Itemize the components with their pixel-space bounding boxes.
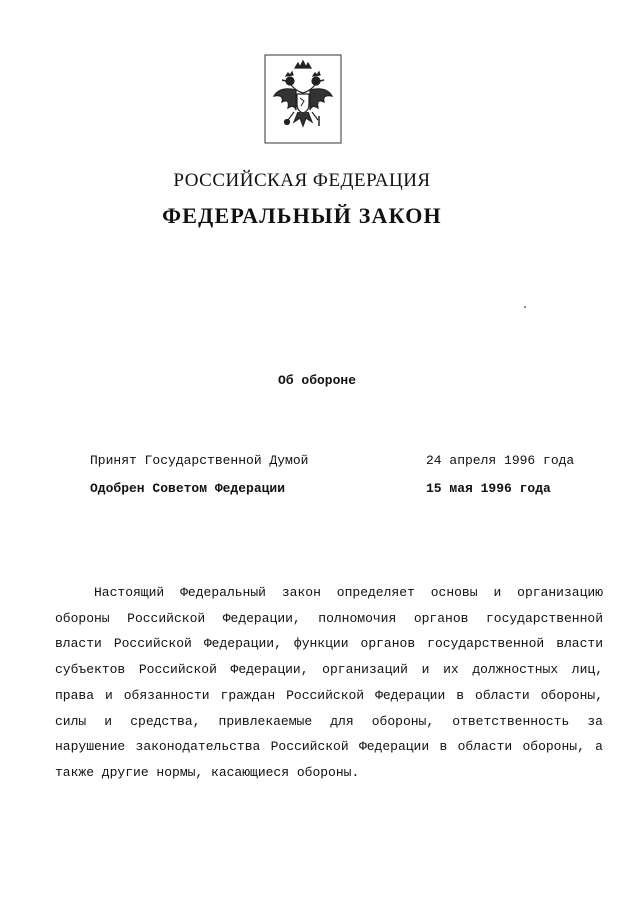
- preamble-paragraph: Настоящий Федеральный закон определяет основы и организацию обороны Российской Федерации, полномочия органов государственной власти Российской Федерации, функции органов государственной власти субъектов Российской Федерации, организаций и их должностных лиц, права и обязанности граждан Российской Федерации в области обороны, силы и средства, привлекаемые для обороны, ответственность за нарушение законодательства Российской Федерации в области обороны, а также другие нормы, касающиеся обороны.: [55, 585, 603, 780]
- law-title: Об обороне: [277, 373, 356, 388]
- adoption-body: Одобрен Советом Федерации: [90, 481, 286, 496]
- coat-of-arms-emblem: [264, 54, 342, 144]
- adoption-date: 24 апреля 1996 года: [426, 453, 575, 468]
- adoption-row-duma: [90, 453, 590, 468]
- adoption-row-federation-council: [90, 481, 590, 496]
- scan-speck: [524, 306, 526, 308]
- law-type-heading: ФЕДЕРАЛЬНЫЙ ЗАКОН: [162, 203, 442, 228]
- double-headed-eagle-icon: [264, 54, 342, 144]
- adoption-date: 15 мая 1996 года: [426, 481, 551, 496]
- country-heading: РОССИЙСКАЯ ФЕДЕРАЦИЯ: [173, 170, 431, 191]
- adoption-body: Принят Государственной Думой: [90, 453, 309, 468]
